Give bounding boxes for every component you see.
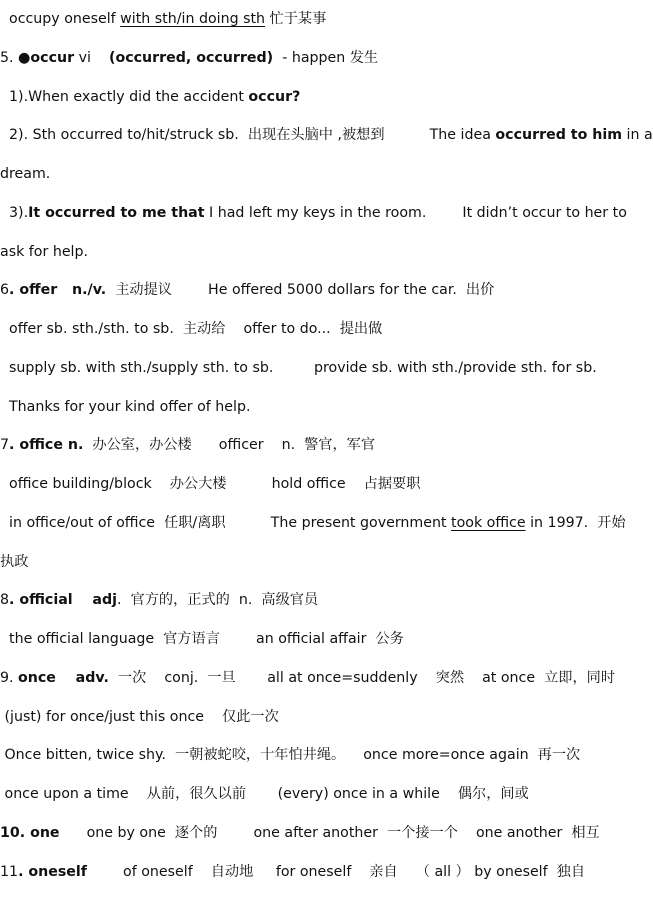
text-segment: . offer n./v. <box>9 282 107 299</box>
text-line <box>0 821 640 845</box>
text-segment: . oneself <box>18 863 87 880</box>
text-segment: 忙于某事 <box>265 11 327 27</box>
text-line <box>0 356 640 380</box>
text-line <box>0 666 640 690</box>
text-line <box>0 46 640 70</box>
text-line <box>0 860 640 884</box>
text-segment: office building/block 办公大楼 hold office 占据要职 <box>0 476 421 492</box>
text-line <box>0 162 640 186</box>
text-line <box>0 201 640 225</box>
text-segment: I had left my keys in the room. It didn’t occur to her to <box>204 204 627 221</box>
text-segment: 3). <box>0 204 29 221</box>
text-segment: ●occur <box>18 49 75 66</box>
text-segment: (just) for once/just this once 仅此一次 <box>0 708 279 725</box>
text-segment: ask for help. <box>0 243 89 260</box>
text-segment: in 1997. 开始 <box>525 514 626 531</box>
text-segment: 执政 <box>0 553 29 570</box>
text-segment: took office <box>451 514 526 531</box>
text-segment: 主动提议 He offered 5000 dollars for the car. 出价 <box>106 282 495 299</box>
text-segment: 5. <box>0 49 19 66</box>
text-segment: 8 <box>0 592 10 609</box>
text-segment: in office/out of office 任职/离职 The present government <box>0 514 452 531</box>
text-line <box>0 433 640 457</box>
text-segment: . official adj <box>9 592 117 609</box>
text-line <box>0 511 640 535</box>
text-segment: . office n. <box>9 437 84 454</box>
text-line <box>0 123 653 147</box>
text-line <box>0 782 640 806</box>
text-line <box>0 550 640 574</box>
text-segment: occurred to him <box>495 127 622 144</box>
text-segment: Once bitten, twice shy. 一朝被蛇咬，十年怕井绳。 once more=once again 再一次 <box>0 747 581 764</box>
text-segment: occupy oneself <box>0 11 121 27</box>
text-segment: vi <box>74 49 109 66</box>
text-line <box>0 7 640 31</box>
text-segment: with sth/in doing sth <box>120 11 266 27</box>
text-segment: It occurred to me that <box>28 204 205 221</box>
text-segment: - happen 发生 <box>273 49 379 66</box>
text-line <box>0 627 640 651</box>
text-segment: 办公室，办公楼 officer n. 警官，军官 <box>83 437 376 454</box>
text-segment: 1).When exactly did the accident <box>0 88 249 105</box>
text-line <box>0 85 640 109</box>
text-line <box>0 317 640 341</box>
text-segment: 9. <box>0 669 19 686</box>
text-segment: the official language 官方语言 an official affair 公务 <box>0 631 404 647</box>
text-segment: . 官方的，正式的 n. 高级官员 <box>117 592 319 609</box>
text-segment: 一次 conj. 一旦 all at once=suddenly 突然 at once 立即，同时 <box>108 669 616 686</box>
text-line <box>0 472 640 496</box>
text-line <box>0 588 640 612</box>
text-segment: 7 <box>0 437 10 454</box>
text-segment: in a <box>622 127 653 144</box>
text-segment: offer sb. sth./sth. to sb. 主动给 offer to do... 提出做 <box>0 321 383 337</box>
text-segment: dream. <box>0 166 51 182</box>
text-segment: one by one 逐个的 one after another 一个接一个 one another 相互 <box>59 824 600 841</box>
text-segment: 11 <box>0 863 19 880</box>
text-segment: of oneself 自动地 for oneself 亲自 （ all ） by oneself 独自 <box>86 863 586 880</box>
text-segment: 2). Sth occurred to/hit/struck sb. 出现在头脑中 ,被想到 The idea <box>0 127 496 144</box>
text-line <box>0 743 640 767</box>
text-segment: 6 <box>0 282 10 299</box>
text-segment: once upon a time 从前，很久以前 (every) once in a while 偶尔，间或 <box>0 786 529 802</box>
text-segment: 10. one <box>0 824 60 841</box>
text-segment: once adv. <box>18 669 109 686</box>
text-segment: (occurred, occurred) <box>108 49 274 66</box>
text-segment: Thanks for your kind offer of help. <box>0 398 251 415</box>
text-line <box>0 705 640 729</box>
text-segment: supply sb. with sth./supply sth. to sb. provide sb. with sth./provide sth. for sb. <box>0 359 597 376</box>
text-line <box>0 278 640 302</box>
text-line <box>0 240 640 264</box>
text-line <box>0 395 640 419</box>
text-segment: occur? <box>248 88 301 105</box>
